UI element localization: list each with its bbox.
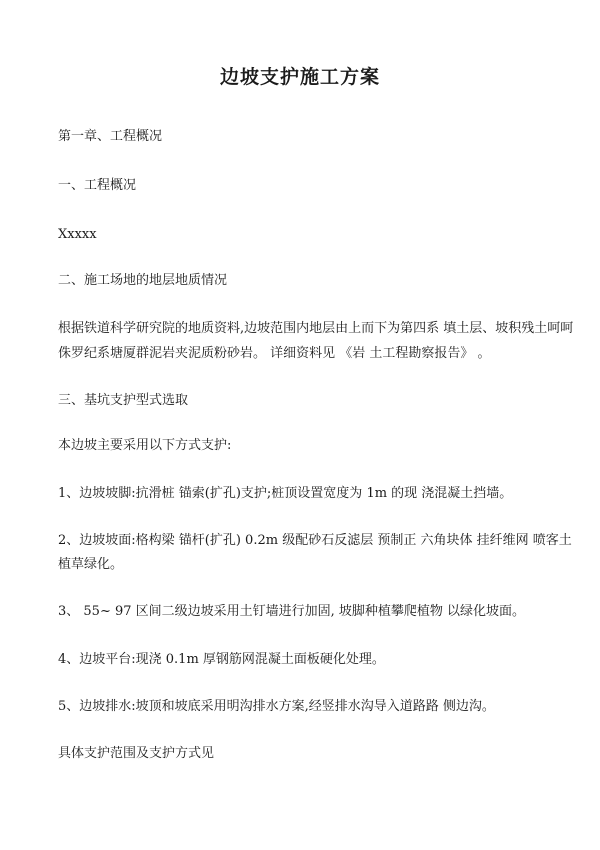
list-item-2-line1: 2、边坡坡面:格构梁 锚杆(扩孔) 0.2m 级配砂石反滤层 预制正 六角块体 挂纤维网 喷客土 [58, 533, 572, 548]
section1-heading: 一、工程概况 [58, 178, 137, 193]
section2-heading: 二、施工场地的地层地质情况 [58, 273, 228, 288]
section1-body: Xxxxx [58, 227, 97, 242]
list-item-4: 4、边坡平台:现浇 0.1m 厚钢筋网混凝土面板硬化处理。 [58, 652, 385, 667]
chapter-heading: 第一章、工程概况 [58, 129, 163, 144]
section3-heading: 三、基坑支护型式选取 [58, 393, 189, 408]
section3-intro: 本边坡主要采用以下方式支护: [58, 438, 232, 453]
list-item-3: 3、 55~ 97 区间二级边坡采用土钉墙进行加固, 坡脚种植攀爬植物 以绿化坡面。 [58, 604, 526, 619]
list-item-5: 5、边坡排水:坡顶和坡底采用明沟排水方案,经竖排水沟导入道路路 侧边沟。 [58, 699, 495, 714]
section2-body-line2: 侏罗纪系塘厦群泥岩夹泥质粉砂岩。 详细资料见 《岩 土工程勘察报告》 。 [58, 346, 491, 361]
section2-body-line1: 根据铁道科学研究院的地质资料,边坡范围内地层由上而下为第四系 填土层、坡积残土呵呵 [58, 321, 574, 336]
closing-text: 具体支护范围及支护方式见 [58, 746, 215, 761]
list-item-1: 1、边坡坡脚:抗滑桩 锚索(扩孔)支护;桩顶设置宽度为 1m 的现 浇混凝土挡墙。 [58, 486, 513, 501]
document-title: 边坡支护施工方案 [219, 66, 380, 88]
list-item-2-line2: 植草绿化。 [58, 557, 124, 572]
